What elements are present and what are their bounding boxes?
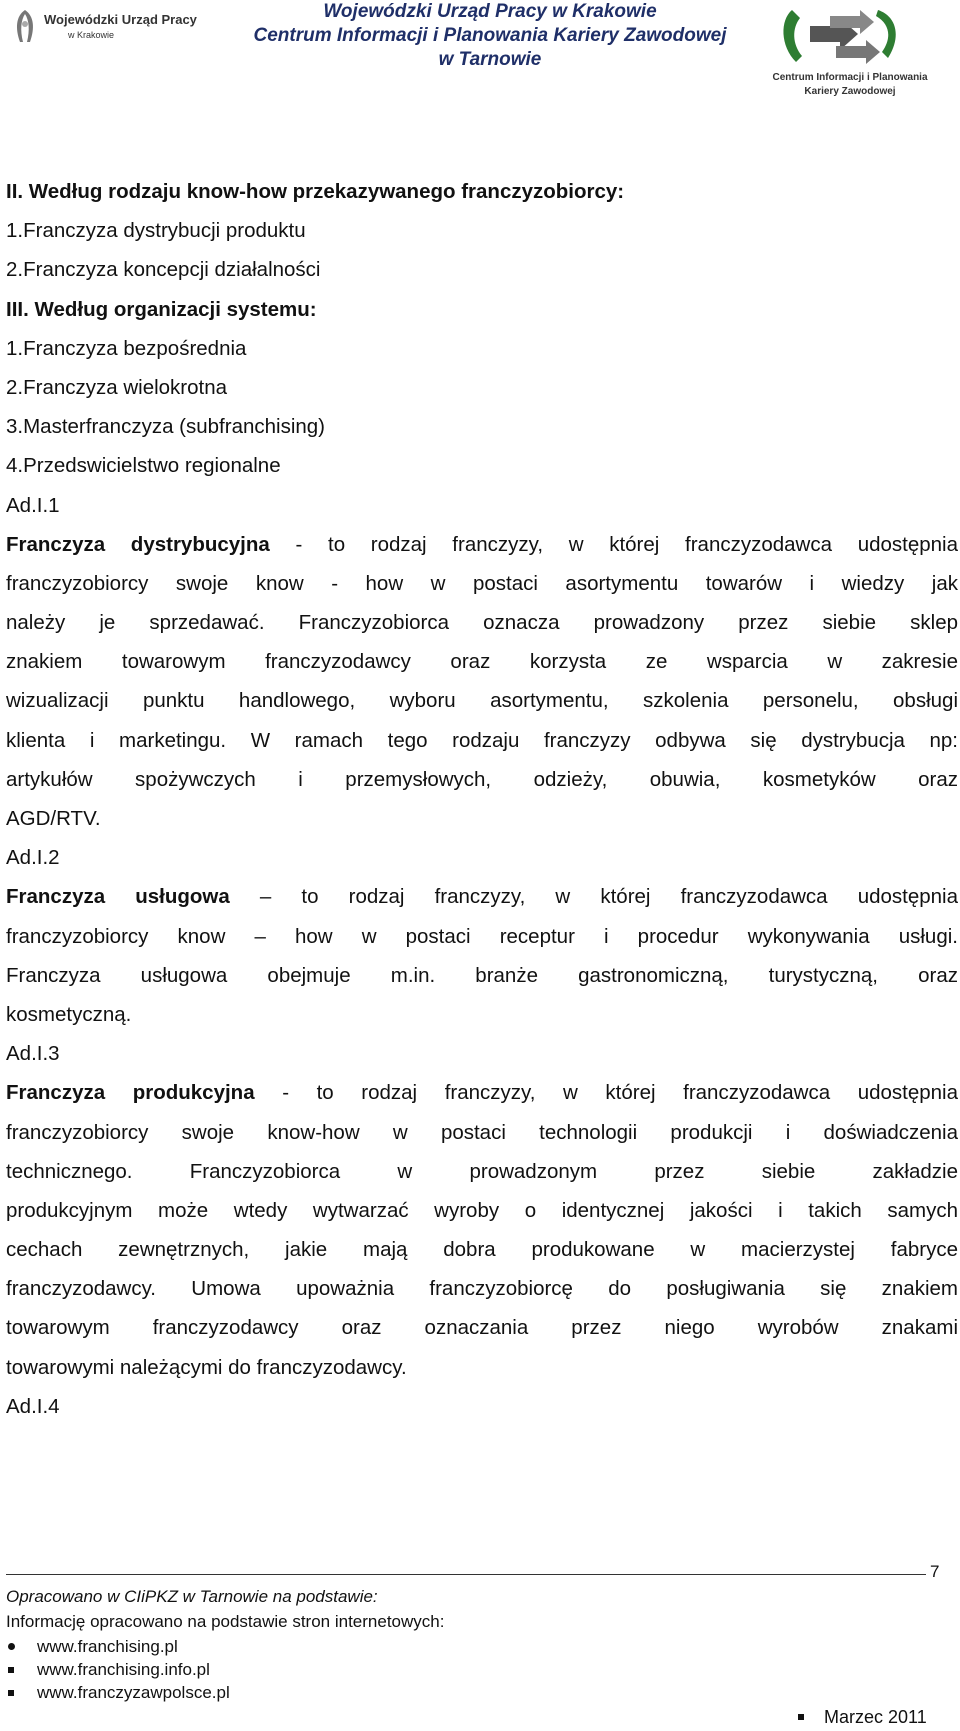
footer-title: Opracowano w CIiPKZ w Tarnowie na podstawie:: [6, 1587, 378, 1606]
date-text: Marzec 2011: [824, 1707, 927, 1727]
ad-label: Ad.I.4: [6, 1394, 60, 1418]
paragraph-line: towarowym franczyzodawcy oraz oznaczania przez niego wyrobów znakami: [6, 1316, 958, 1340]
arrows-logo-icon: [770, 6, 930, 70]
paragraph-line: cechach zewnętrznych, jakie mają dobra produkowane w macierzystej fabryce: [6, 1238, 958, 1262]
list-item: 2.Franczyza wielokrotna: [6, 375, 228, 399]
term-bold: Franczyza usługowa: [6, 885, 230, 909]
list-item: 4.Przedswicielstwo regionalne: [6, 454, 281, 478]
wup-logo-title: Wojewódzki Urząd Pracy: [44, 12, 197, 27]
paragraph-line: kosmetyczną.: [6, 1002, 132, 1026]
paragraph-line: [6, 525, 958, 564]
wup-logo: [12, 8, 212, 52]
term-bold: Franczyza dystrybucyjna: [6, 532, 270, 556]
ciipkz-logo-line1: Centrum Informacji i Planowania: [772, 72, 928, 83]
paragraph-line: [6, 1073, 958, 1112]
header-title-line: w Tarnowie: [438, 49, 542, 70]
footer-subtitle: Informację opracowano na podstawie stron internetowych:: [6, 1612, 445, 1631]
footer-link[interactable]: www.franchising.info.pl: [37, 1660, 210, 1679]
section-heading: II. Według rodzaju know-how przekazywanego franczyzobiorcy:: [6, 180, 625, 203]
ad-label: Ad.I.3: [6, 1042, 60, 1066]
ciipkz-logo: [770, 6, 930, 106]
paragraph-line: wizualizacji punktu handlowego, wyboru asortymentu, szkolenia personelu, obsługi: [6, 689, 958, 713]
paragraph-line: franczyzobiorcy swoje know-how w postaci technologii produkcji i doświadczenia: [6, 1120, 958, 1144]
line-text: - to rodzaj franczyzy, w której franczyzodawca udostępnia: [254, 1081, 958, 1105]
bullet-dot-icon: [8, 1643, 15, 1650]
paragraph-line: artykułów spożywczych i przemysłowych, odzieży, obuwia, kosmetyków oraz: [6, 767, 958, 791]
paragraph-line: [6, 877, 958, 916]
paragraph-line: znakiem towarowym franczyzodawcy oraz korzysta ze wsparcia w zakresie: [6, 650, 958, 674]
footer-link-item: [6, 1683, 230, 1703]
paragraph-line: produkcyjnym może wtedy wytwarzać wyroby o identycznej jakości i takich samych: [6, 1198, 958, 1222]
header-title: [190, 0, 790, 72]
footer-link[interactable]: www.franchising.pl: [37, 1637, 178, 1656]
header-title-line: Centrum Informacji i Planowania Kariery Zawodowej: [253, 25, 727, 46]
footer-link-item: [6, 1637, 178, 1657]
line-text: - to rodzaj franczyzy, w której franczyzodawca udostępnia: [269, 532, 958, 556]
paragraph-line: klienta i marketingu. W ramach tego rodzaju franczyzy odbywa się dystrybucja np:: [6, 728, 958, 752]
term-bold: Franczyza produkcyjna: [6, 1081, 255, 1105]
page-number: 7: [930, 1562, 940, 1581]
list-item: 1.Franczyza dystrybucji produktu: [6, 219, 306, 243]
paragraph-line: franczyzobiorcy know – how w postaci receptur i procedur wykonywania usługi.: [6, 924, 958, 948]
paragraph-line: technicznego. Franczyzobiorca w prowadzonym przez siebie zakładzie: [6, 1159, 958, 1183]
bullet-square-icon: [8, 1667, 14, 1673]
list-item: 1.Franczyza bezpośrednia: [6, 336, 247, 360]
document-date: [796, 1707, 927, 1728]
paragraph-line: AGD/RTV.: [6, 807, 101, 830]
page-header: [0, 0, 960, 110]
footer-rule: [6, 1574, 926, 1575]
paragraph-line: należy je sprzedawać. Franczyzobiorca oznacza prowadzony przez siebie sklep: [6, 611, 958, 635]
bullet-square-icon: [798, 1714, 804, 1720]
header-title-line: Wojewódzki Urząd Pracy w Krakowie: [323, 1, 657, 22]
line-text: – to rodzaj franczyzy, w której franczyzodawca udostępnia: [229, 885, 958, 909]
ad-label: Ad.I.2: [6, 846, 60, 870]
footer-link-item: [6, 1660, 210, 1680]
list-item: 3.Masterfranczyza (subfranchising): [6, 415, 326, 439]
bullet-square-icon: [8, 1690, 14, 1696]
paragraph-line: towarowymi należącymi do franczyzodawcy.: [6, 1355, 407, 1379]
section-heading: III. Według organizacji systemu:: [6, 297, 317, 321]
wup-emblem-icon: [12, 8, 38, 44]
document-body: [6, 172, 958, 1426]
wup-logo-subtitle: w Krakowie: [68, 30, 115, 40]
ad-label: Ad.I.1: [6, 493, 60, 517]
list-item: 2.Franczyza koncepcji działalności: [6, 258, 321, 282]
footer-link[interactable]: www.franczyzawpolsce.pl: [37, 1683, 230, 1702]
paragraph-line: franczyzobiorcy swoje know - how w postaci asortymentu towarów i wiedzy jak: [6, 571, 958, 595]
paragraph-line: Franczyza usługowa obejmuje m.in. branże gastronomiczną, turystyczną, oraz: [6, 963, 958, 987]
paragraph-line: franczyzodawcy. Umowa upoważnia franczyzobiorcę do posługiwania się znakiem: [6, 1277, 958, 1301]
ciipkz-logo-line2: Kariery Zawodowej: [804, 86, 896, 97]
